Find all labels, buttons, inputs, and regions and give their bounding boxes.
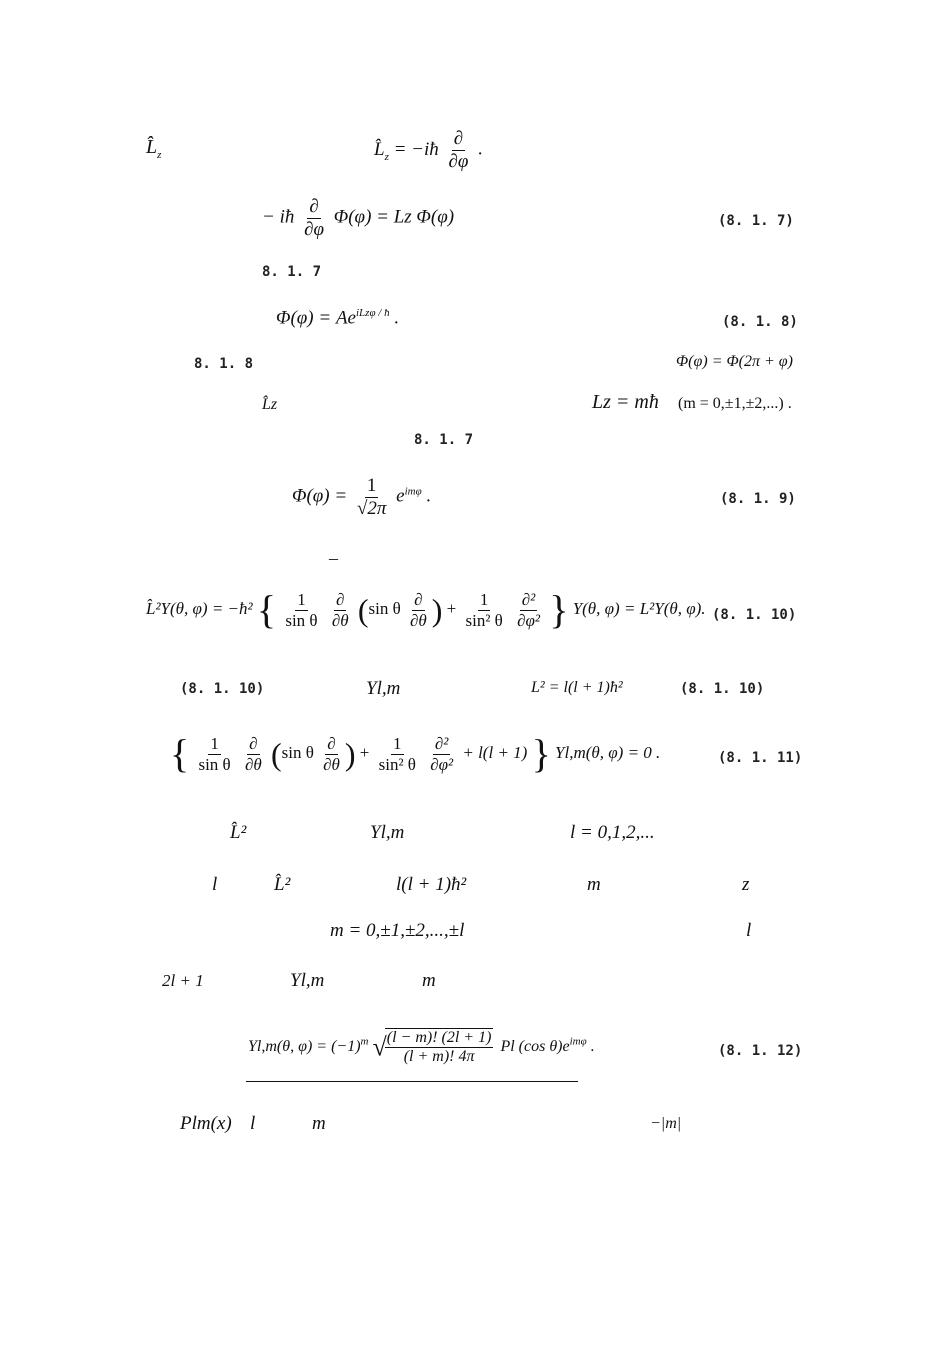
d-num: ∂ [309,196,319,217]
frac-num: ∂ [249,734,258,753]
frac-num: ∂² [521,590,536,609]
equation-reference: 8. 1. 8 [194,356,254,372]
equation-reference: (8. 1. 10) [180,681,265,697]
lz-symbol: L̂z [262,396,278,413]
eq-prefix: − iħ [262,206,295,228]
equation-8-1-9 [292,475,431,520]
m-symbol: m [422,970,436,991]
plus-sign: + [359,742,370,762]
l-squared-operator: L̂² [230,822,247,843]
inner-tail: + l(l + 1) [462,742,528,762]
l-symbol: l [250,1113,256,1134]
frac-den: ∂θ [244,754,262,774]
exponent: iLzφ / ħ [356,307,390,319]
abs-m: −|m| [650,1115,682,1132]
period: . [590,1038,595,1056]
equation-8-1-12: Yl,m(θ, $\varphi) = (-1)^m$ √ $\frac{(l - m)! (2l + 1)}{(l + m)! 4\pi}$ Pl (cos $\theta)e^{im\varphi}$ . [248,1029,595,1066]
eq-body: Φ(φ) = Lz Φ(φ) [333,206,455,228]
exponent: m [360,1035,369,1048]
eq-rhs: e [396,485,405,507]
m-symbol: m [312,1113,326,1134]
equation-reference: 8. 1. 7 [414,432,474,448]
frac-num: ∂ [414,590,423,609]
frac-num: 1 [297,590,306,609]
frac-den: √2π [356,497,387,519]
d-den: ∂φ [304,218,325,240]
lz-symbol: $L̂_z$ [146,136,162,161]
equation-number: (8. 1. 10) [712,607,797,623]
eq-lhs: Yl,m(θ, φ) = (−1) [248,1038,361,1056]
frac-num: ∂² [434,734,449,753]
d-num: ∂ [453,128,464,149]
eq-lhs: Φ(φ) = [292,485,348,507]
exponent: imφ [404,485,422,498]
frac-den: ∂φ² [517,610,540,630]
eq-rhs: Yl,m(θ, φ) = 0 . [555,742,661,762]
z-symbol: z [742,874,750,895]
frac-den: sin θ [198,754,231,774]
equation-number: (8. 1. 12) [718,1043,803,1059]
degeneracy: 2l + 1 [162,971,204,990]
equation-8-1-11: { $\frac{1}{\text{sin θ}}$ $\frac{\partial}{\partial\theta}$ (sin θ $\frac{\partial}{\partial\theta}$ ) + $\frac{1}{\text{sin² θ}}$ $\frac{\text{∂²}}{\text{∂φ²}}$ + l(l + 1) } Yl,m(θ, φ) = 0 . [170,731,661,777]
frac-den: sin θ [285,610,318,630]
frac-den: sin² θ [378,754,416,774]
eq-lhs: L̂²Y(θ, φ) = −ħ² [146,598,253,618]
equation-number: (8. 1. 9) [720,491,796,507]
frac-num: (l − m)! (2l + 1) [385,1029,494,1048]
m-symbol: m [587,874,601,895]
frac-num: 1 [210,734,219,753]
m-range: (m = 0,±1,±2,...) . [678,395,792,412]
l-squared-eigenvalue: l(l + 1)ħ² [396,874,467,895]
underline-rule [246,1081,578,1082]
eq-rhs: Y(θ, φ) = L²Y(θ, φ). [572,598,706,618]
m-values: m = 0,±1,±2,...,±l [330,920,465,941]
frac-den: (l + m)! 4π [403,1048,475,1066]
equation-number: (8. 1. 11) [718,750,803,766]
l-symbol: l [212,874,218,895]
equation-reference: 8. 1. 7 [262,264,322,280]
period: . [478,138,483,160]
lz-operator: $L̂_z$ = −iħ $\frac{\partial}{\partial\varphi}$ . [374,128,483,172]
ylm-symbol: Yl,m [370,822,405,843]
equation-8-1-8 [276,307,399,329]
eq-body: Φ(φ) = Ae [276,307,356,329]
frac-num: ∂ [335,590,345,609]
l-symbol: l [746,920,752,941]
inner-term: sin θ [281,742,314,762]
l-squared-eigenvalue: L² = l(l + 1)ħ² [531,679,623,696]
frac-num: ∂ [327,734,336,753]
frac-den: ∂φ² [430,754,454,774]
eq-rhs: Pl (cos θ)e [500,1038,570,1056]
period: . [426,485,432,507]
d-den: ∂φ [448,150,469,172]
l-values: l = 0,1,2,... [570,822,655,843]
inner-term: sin θ [368,598,401,618]
frac-den: sin² θ [465,610,503,630]
dash: – [329,548,338,568]
frac-den: ∂θ [409,610,427,630]
equation-number: (8. 1. 8) [722,314,798,330]
l-squared-operator: L̂² [274,874,291,895]
legendre-function: Plm(x) [180,1113,232,1134]
period: . [394,307,400,329]
periodicity-condition: Φ(φ) = Φ(2π + φ) [676,353,793,370]
frac-num: 1 [479,590,489,609]
frac-num: 1 [393,734,402,753]
ylm-symbol: Yl,m [366,678,401,699]
frac-num: 1 [366,475,377,496]
equation-8-1-10: L̂²Y(θ, φ) = −ħ² { $\frac{1}{\text{sin θ}}$ $\frac{\partial}{\partial\theta}$ (sin θ $\frac{\partial}{\partial\theta}$ ) + $\frac{1}{\text{sin² θ}}$ $\frac{\text{∂²}}{\text{∂φ²}}$ } Y(θ, φ) = L²Y(θ, φ). [146,587,706,633]
equation-reference: (8. 1. 10) [680,681,765,697]
equation-number: (8. 1. 7) [718,213,794,229]
ylm-symbol: Yl,m [290,970,325,991]
equation-8-1-7 [262,196,454,241]
frac-den: ∂θ [331,610,349,630]
plus-sign: + [446,598,457,618]
frac-den: ∂θ [323,754,340,774]
lz-eigenvalue: Lz = mħ [592,391,659,413]
exponent: imφ [569,1035,587,1048]
